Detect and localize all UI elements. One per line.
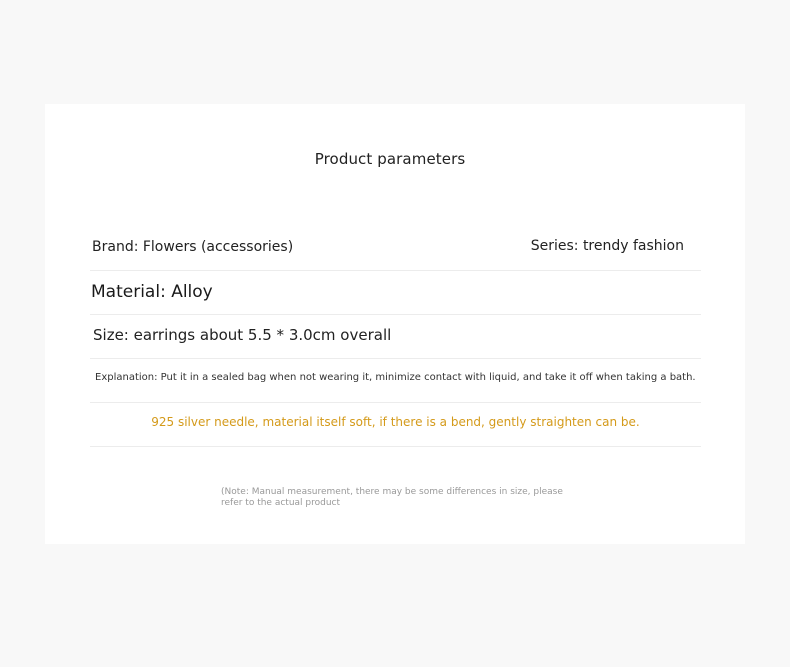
brand-series-row: [90, 230, 701, 271]
silver-needle-text: 925 silver needle, material itself soft, if there is a bend, gently straighten can be.: [151, 415, 640, 429]
material-text: Material: Alloy: [91, 282, 213, 302]
brand-text: Brand: Flowers (accessories): [92, 239, 294, 255]
explanation-row: [90, 358, 701, 403]
measurement-note: (Note: Manual measurement, there may be some differences in size, please refer to the actual product: [221, 487, 563, 508]
product-parameters-card: [45, 104, 745, 544]
series-text: Series: trendy fashion: [530, 238, 684, 254]
size-text: Size: earrings about 5.5 * 3.0cm overall: [93, 326, 392, 344]
explanation-text: Explanation: Put it in a sealed bag when not wearing it, minimize contact with liquid, and take it off when taking a bath.: [95, 372, 696, 383]
silver-needle-row: [90, 402, 701, 447]
page-title: Product parameters: [314, 150, 466, 168]
size-row: [90, 314, 701, 359]
material-row: [90, 270, 701, 315]
